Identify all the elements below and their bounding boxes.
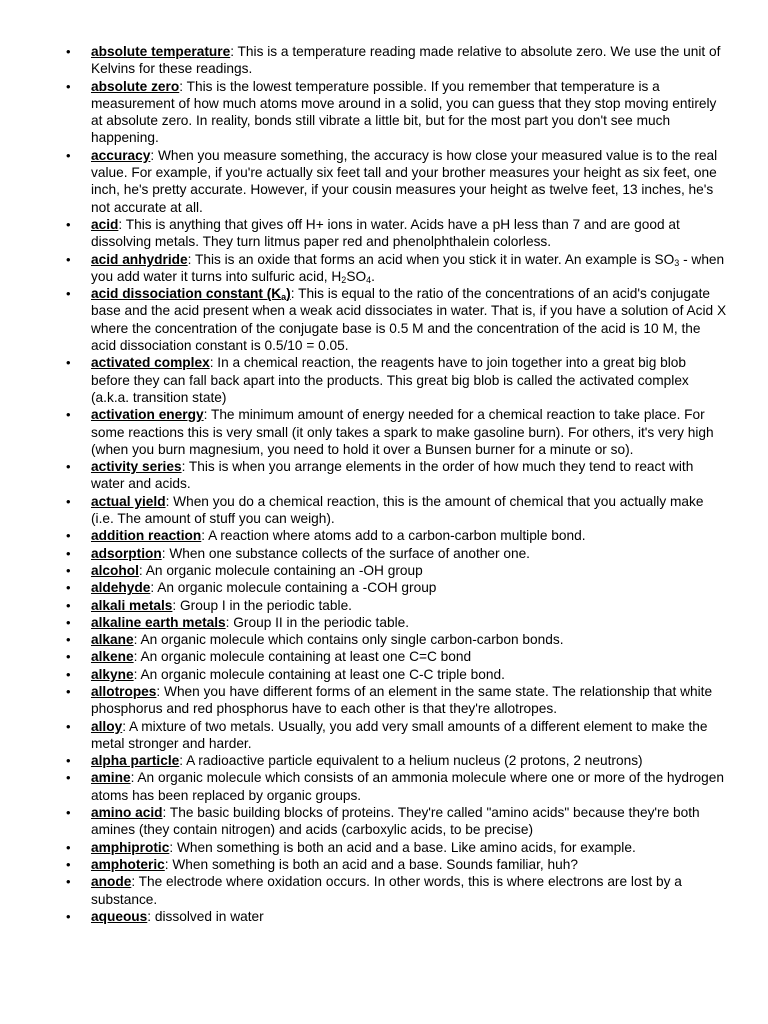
glossary-term: aldehyde [91, 580, 151, 596]
term-text: acid dissociation constant (K [91, 286, 282, 302]
glossary-term: alpha particle [91, 753, 180, 769]
glossary-entry [66, 873, 728, 908]
glossary-entry [66, 856, 728, 873]
glossary-definition: : A mixture of two metals. Usually, you add very small amounts of a different element to make the metal stronger and harder. [91, 718, 708, 751]
glossary-entry [66, 354, 728, 406]
glossary-entry [66, 545, 728, 562]
subscript: 3 [674, 257, 680, 268]
glossary-entry [66, 147, 728, 216]
glossary-term: absolute zero [91, 78, 180, 94]
glossary-entry [66, 251, 728, 286]
glossary-term: acid [91, 216, 119, 232]
glossary-entry [66, 614, 728, 631]
glossary-definition: : When you do a chemical reaction, this is the amount of chemical that you actually make (i.e. The amount of stuff you can weigh). [91, 493, 704, 527]
glossary-definition: : A radioactive particle equivalent to a helium nucleus (2 protons, 2 neutrons) [179, 753, 643, 769]
glossary-definition: : An organic molecule which consists of an ammonia molecule where one or more of the hydrogen atoms has been replaced by organic groups. [91, 770, 725, 803]
glossary-entry [66, 458, 728, 493]
glossary-term: alloy [91, 718, 123, 734]
glossary-entry [66, 752, 728, 769]
glossary-list [66, 43, 728, 925]
glossary-definition: : This is when you arrange elements in the order of how much they tend to react with water and acids. [91, 459, 694, 492]
term-text: ) [286, 286, 291, 302]
glossary-entry [66, 769, 728, 804]
glossary-term: activation energy [91, 407, 204, 423]
definition-text: - when you add water it turns into sulfuric acid, H [91, 251, 725, 284]
definition-text: SO [346, 268, 367, 284]
glossary-term: alkaline earth metals [91, 614, 226, 630]
glossary-term: activity series [91, 459, 182, 475]
glossary-term: actual yield [91, 493, 166, 509]
glossary-entry [66, 562, 728, 579]
glossary-entry [66, 78, 728, 147]
glossary-definition: : This is the lowest temperature possible. If you remember that temperature is a measurement of how much atoms move around in a solid, you can guess that they stop moving entirely at absolute zero. In reality, bonds still vibrate a little bit, but for the most part you don't see much happening. [91, 78, 717, 146]
glossary-definition: : When one substance collects of the surface of another one. [161, 545, 530, 561]
glossary-entry [66, 579, 728, 596]
glossary-definition: : Group I in the periodic table. [172, 597, 352, 613]
glossary-definition: : When something is both an acid and a base. Sounds familiar, huh? [164, 856, 578, 872]
glossary-entry [66, 285, 728, 354]
glossary-entry [66, 839, 728, 856]
glossary-definition: : This is equal to the ratio of the concentrations of an acid's conjugate base and the acid present when a weak acid dissociates in water. That is, if you have a solution of Acid X where the concentration of the conjugate base is 0.5 M and the concentration of the acid is 10 M, the acid dissociation constant is 0.5/10 = 0.05. [91, 286, 727, 354]
glossary-definition: : When something is both an acid and a base. Like amino acids, for example. [169, 839, 636, 855]
glossary-definition: : This is a temperature reading made relative to absolute zero. We use the unit of Kelvins for these readings. [91, 44, 721, 77]
glossary-term: alcohol [91, 562, 139, 578]
glossary-term: aqueous [91, 908, 148, 924]
glossary-entry [66, 908, 728, 925]
glossary-term: anode [91, 874, 132, 890]
glossary-term: amphiprotic [91, 839, 170, 855]
glossary-entry [66, 683, 728, 718]
glossary-entry [66, 493, 728, 528]
definition-text: . [371, 268, 375, 284]
glossary-definition: : An organic molecule containing an -OH group [138, 562, 423, 578]
glossary-entry [66, 597, 728, 614]
glossary-entry [66, 43, 728, 78]
glossary-definition: : A reaction where atoms add to a carbon-carbon multiple bond. [201, 528, 586, 544]
glossary-entry [66, 804, 728, 839]
glossary-definition: : In a chemical reaction, the reagents have to join together into a great big blob before they can fall back apart into the products. This great big blob is called the activated complex (a.k.a. transition state) [91, 355, 689, 405]
subscript: a [281, 292, 287, 303]
glossary-term [91, 286, 291, 301]
glossary-entry [66, 527, 728, 544]
glossary-definition: : This is anything that gives off H+ ions in water. Acids have a pH less than 7 and are good at dissolving metals. They turn litmus paper red and phenolphthalein colorless. [91, 216, 680, 250]
glossary-term: accuracy [91, 147, 151, 163]
glossary-term: addition reaction [91, 528, 202, 544]
glossary-entry [66, 406, 728, 458]
glossary-term: allotropes [91, 683, 157, 699]
glossary-definition: : When you have different forms of an element in the same state. The relationship that white phosphorus and red phosphorus have to each other is that they're allotropes. [91, 683, 713, 717]
glossary-definition: : When you measure something, the accuracy is how close your measured value is to the real value. For example, if you're actually six feet tall and your brother measures your height as six feet, one inch, he's pretty accurate. However, if your cousin measures your height as twelve feet, 13 inches, he's not accurate at all. [91, 147, 718, 215]
glossary-entry [66, 718, 728, 753]
glossary-definition: : dissolved in water [147, 908, 264, 924]
glossary-term: adsorption [91, 545, 162, 561]
glossary-term: alkyne [91, 666, 134, 682]
glossary-definition: : The basic building blocks of proteins. They're called "amino acids" because they're both amines (they contain nitrogen) and acids (carboxylic acids, to be precise) [91, 805, 700, 838]
glossary-definition: : The minimum amount of energy needed for a chemical reaction to take place. For some reactions this is very small (it only takes a spark to make gasoline burn). For others, it's very high (when you burn magnesium, you need to hold it over a Bunsen burner for a minute or so). [91, 407, 714, 457]
glossary-definition: : An organic molecule containing at least one C-C triple bond. [133, 666, 505, 682]
subscript: 2 [341, 274, 347, 285]
glossary-definition: : Group II in the periodic table. [225, 614, 410, 630]
definition-text: : This is an oxide that forms an acid when you stick it in water. An example is SO [187, 251, 675, 267]
subscript: 4 [366, 274, 372, 285]
glossary-definition: : An organic molecule containing at least one C=C bond [133, 649, 472, 665]
glossary-term: amine [91, 770, 131, 786]
glossary-definition: : An organic molecule which contains only single carbon-carbon bonds. [133, 632, 564, 648]
glossary-term: amino acid [91, 805, 163, 821]
glossary-entry [66, 216, 728, 251]
glossary-term: alkane [91, 632, 134, 648]
glossary-term: alkali metals [91, 597, 173, 613]
glossary-entry [66, 648, 728, 665]
glossary-term: activated complex [91, 355, 210, 371]
glossary-term: acid anhydride [91, 251, 188, 267]
glossary-term: alkene [91, 649, 134, 665]
glossary-entry [66, 666, 728, 683]
glossary-definition: : An organic molecule containing a -COH group [150, 580, 437, 596]
glossary-definition: : The electrode where oxidation occurs. In other words, this is where electrons are lost by a substance. [91, 874, 682, 907]
glossary-term: absolute temperature [91, 44, 231, 59]
glossary-entry [66, 631, 728, 648]
glossary-term: amphoteric [91, 856, 165, 872]
